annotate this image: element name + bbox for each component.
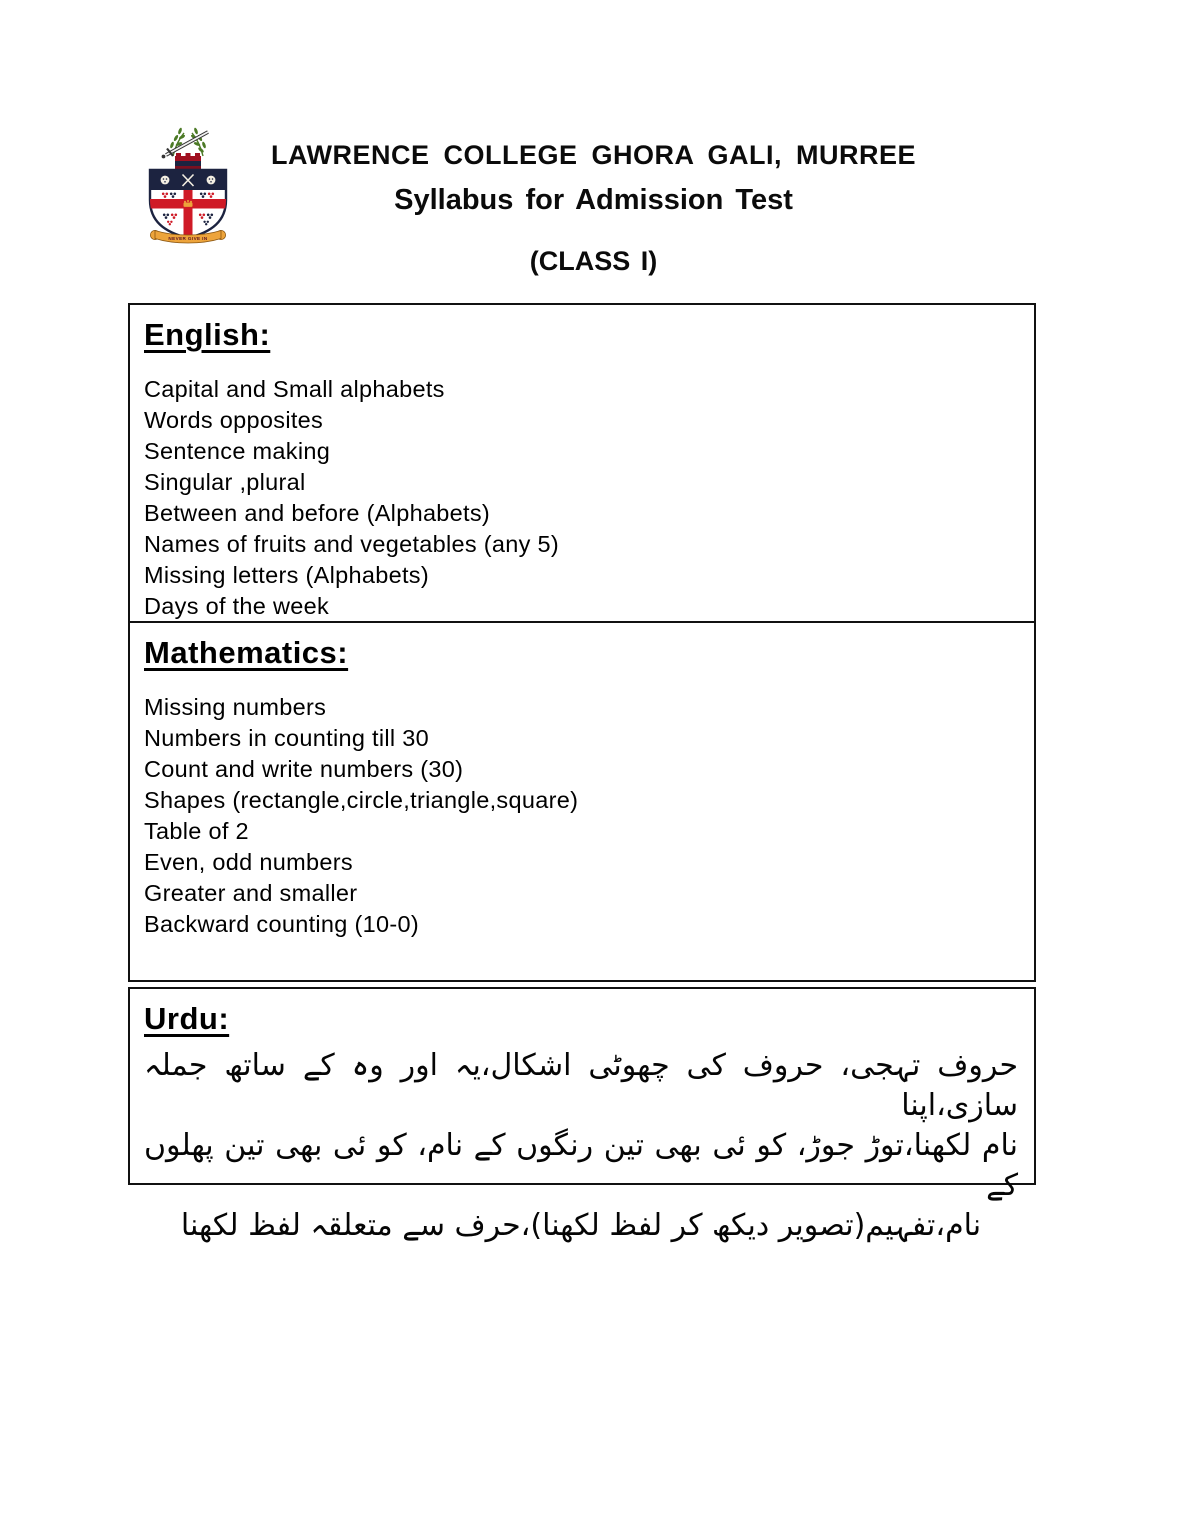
english-section-heading: English:: [144, 317, 271, 352]
list-item: Days of the week: [144, 593, 330, 619]
crest-motto: NEVER GIVE IN: [168, 236, 208, 241]
list-item: Missing numbers: [144, 694, 327, 720]
mathematics-section-heading: Mathematics:: [144, 635, 349, 670]
list-item: Shapes (rectangle,circle,triangle,square): [144, 787, 579, 813]
mathematics-topic-list: [144, 692, 1018, 940]
urdu-paragraph: [144, 1046, 1018, 1246]
urdu-line: نام لکھنا،توڑ جوڑ، کو ئی بھی تین رنگوں کے نام، کو ئی بھی تین پھلوں کے: [144, 1128, 1018, 1203]
english-topic-list: [144, 374, 1018, 622]
list-item: Numbers in counting till 30: [144, 725, 430, 751]
list-item: Capital and Small alphabets: [144, 376, 445, 402]
section-english: [130, 305, 1034, 623]
document-subtitle: Syllabus for Admission Test: [394, 184, 793, 216]
college-name-title: LAWRENCE COLLEGE GHORA GALI, MURREE: [270, 140, 916, 170]
list-item: Names of fruits and vegetables (any 5): [144, 531, 560, 557]
class-heading: (CLASS I): [529, 246, 658, 276]
urdu-line: حروف تہجی، حروف کی چھوٹی اشکال،یہ اور وہ کے ساتھ جملہ سازی،اپنا: [144, 1048, 1018, 1123]
list-item: Backward counting (10-0): [144, 911, 419, 937]
list-item: Even, odd numbers: [144, 849, 353, 875]
urdu-section-heading: Urdu:: [144, 1001, 230, 1036]
list-item: Table of 2: [144, 818, 249, 844]
list-item: Count and write numbers (30): [144, 756, 464, 782]
syllabus-table: [128, 303, 1036, 982]
urdu-line: نام،تفہیم(تصویر دیکھ کر لفظ لکھنا)،حرف سے متعلقہ لفظ لکھنا: [180, 1208, 982, 1243]
list-item: Sentence making: [144, 438, 331, 464]
list-item: Singular ,plural: [144, 469, 306, 495]
list-item: Words opposites: [144, 407, 324, 433]
section-mathematics: [130, 623, 1034, 980]
section-urdu: [128, 987, 1036, 1243]
list-item: Missing letters (Alphabets): [144, 562, 429, 588]
list-item: Between and before (Alphabets): [144, 500, 491, 526]
list-item: Greater and smaller: [144, 880, 358, 906]
